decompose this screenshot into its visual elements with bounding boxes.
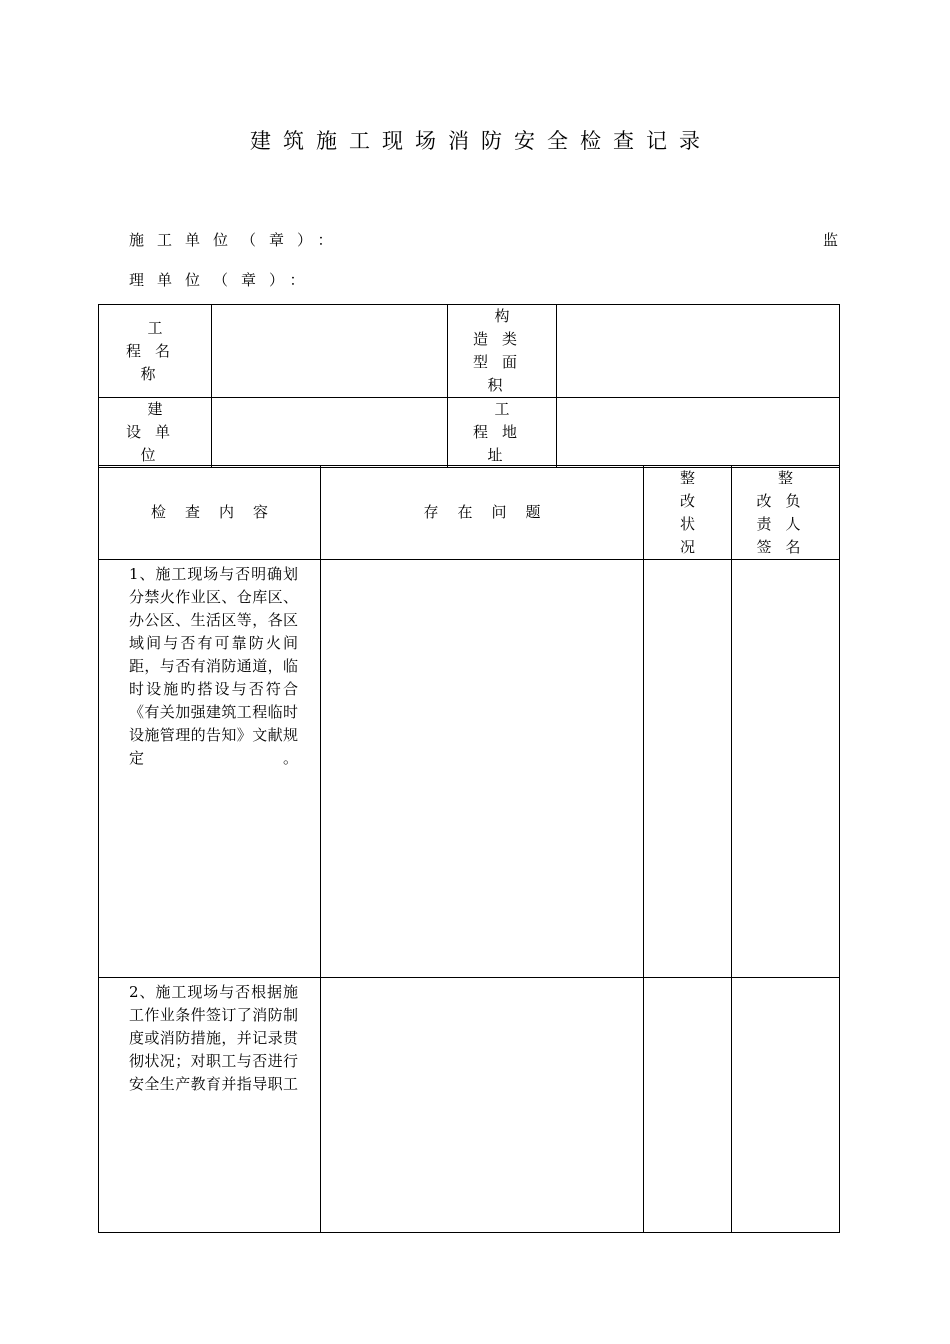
table-row [99, 560, 840, 978]
structure-area-label: 构造类型面积 [448, 305, 557, 398]
project-info-table [98, 304, 840, 468]
header-issues: 存在问题 [321, 466, 644, 560]
address-field[interactable] [557, 398, 840, 468]
issues-cell-2[interactable] [321, 978, 644, 1233]
header-check-content: 检查内容 [99, 466, 321, 560]
project-name-label: 工程名称 [99, 305, 212, 398]
header-responsible-signature: 整改负责人签名 [732, 466, 840, 560]
supervision-unit-label: 理单位（章）： [129, 271, 318, 289]
builder-field[interactable] [212, 398, 448, 468]
status-cell-1[interactable] [644, 560, 732, 978]
header-rectification-status: 整改状况 [644, 466, 732, 560]
status-cell-2[interactable] [644, 978, 732, 1233]
table-row [99, 978, 840, 1233]
builder-label: 建设单位 [99, 398, 212, 468]
project-name-field[interactable] [212, 305, 448, 398]
supervision-unit-prefix: 监 [822, 231, 838, 249]
document-title: 建筑施工现场消防安全检查记录 [250, 129, 712, 153]
inspection-table [98, 465, 840, 1233]
signature-cell-1[interactable] [732, 560, 840, 978]
issues-cell-1[interactable] [321, 560, 644, 978]
check-item-1: 1、施工现场与否明确划分禁火作业区、仓库区、办公区、生活区等，各区域间与否有可靠防火间距，与否有消防通道，临时设施旳搭设与否符合《有关加强建筑工程临时设施管理的告知》文献规定。 [99, 560, 321, 978]
construction-unit-label: 施工单位（章）： [129, 231, 346, 249]
check-item-2: 2、施工现场与否根据施工作业条件签订了消防制度或消防措施，并记录贯彻状况；对职工与否进行安全生产教育并指导职工 [99, 978, 321, 1233]
structure-area-field[interactable] [557, 305, 840, 398]
address-label: 工程地址 [448, 398, 557, 468]
signature-cell-2[interactable] [732, 978, 840, 1233]
